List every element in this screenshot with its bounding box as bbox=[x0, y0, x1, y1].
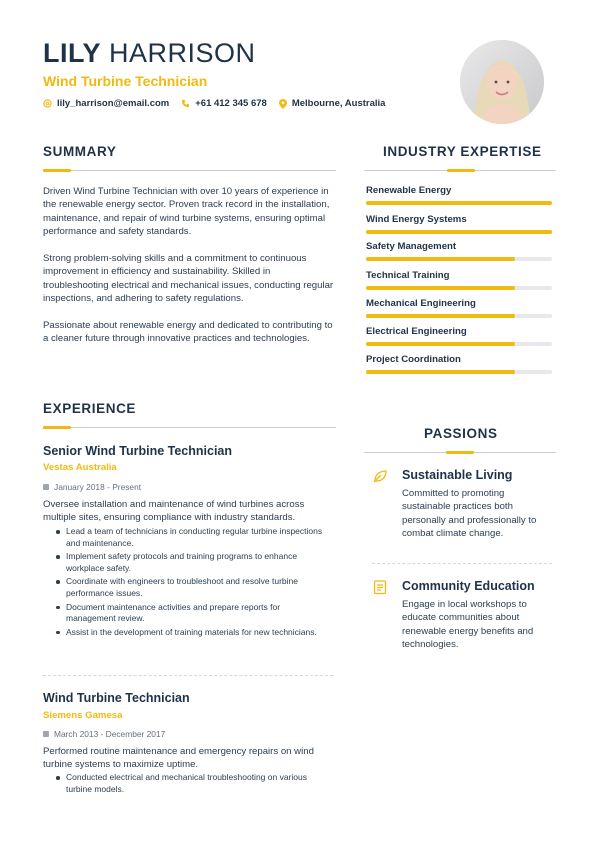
skill-label: Electrical Engineering bbox=[366, 326, 467, 337]
email-text: lily_harrison@email.com bbox=[57, 98, 170, 109]
map-pin-icon bbox=[279, 99, 287, 109]
job-dates bbox=[43, 729, 165, 739]
skill-bar-fill bbox=[366, 314, 515, 318]
passions-accent-bar bbox=[446, 451, 474, 454]
experience-divider bbox=[43, 427, 336, 428]
job-separator bbox=[43, 675, 333, 676]
job-bullet-list bbox=[56, 526, 326, 640]
summary-paragraph-2: Strong problem-solving skills and a commitment to continuous improvement in efficiency and sustainability. Skilled in troubleshooting electrical and mechanical issues, conducting regular inspections, and adhering to safety regulations. bbox=[43, 253, 334, 305]
expertise-heading: INDUSTRY EXPERTISE bbox=[383, 144, 542, 159]
job-bullet: Implement safety protocols and training programs to enhance workplace safety. bbox=[56, 551, 326, 574]
job-description: Oversee installation and maintenance of wind turbines across multiple sites, ensuring compliance with industry standards. bbox=[43, 499, 305, 524]
skill-bar bbox=[366, 370, 552, 374]
skill-item bbox=[366, 326, 552, 346]
job-bullet: Conducted electrical and mechanical troubleshooting on various turbine models. bbox=[56, 772, 326, 795]
first-name: LILY bbox=[43, 38, 102, 68]
skill-label: Wind Energy Systems bbox=[366, 214, 467, 225]
location-contact bbox=[279, 98, 386, 109]
job-bullet: Document maintenance activities and prepare reports for management review. bbox=[56, 602, 326, 625]
skill-bar-fill bbox=[366, 342, 515, 346]
skill-bar bbox=[366, 230, 552, 234]
skill-label: Technical Training bbox=[366, 270, 450, 281]
job-dates-text: March 2013 - December 2017 bbox=[54, 729, 166, 739]
notebook-icon bbox=[372, 579, 388, 595]
summary-accent-bar bbox=[43, 169, 71, 172]
at-icon bbox=[43, 99, 52, 108]
job-dates-text: January 2018 - Present bbox=[54, 482, 142, 492]
job-description: Performed routine maintenance and emergency repairs on wind turbine systems to maximize uptime. bbox=[43, 746, 314, 771]
passions-heading: PASSIONS bbox=[424, 426, 498, 441]
skill-item bbox=[366, 185, 552, 205]
calendar-icon bbox=[43, 484, 49, 490]
job-position: Wind Turbine Technician bbox=[43, 691, 190, 705]
summary-paragraph-1: Driven Wind Turbine Technician with over 10 years of experience in the renewable energy sector. Proven track record in the installation, maintenance, and repair of wind turbine systems, ensuring optimal performance and safety standards. bbox=[43, 186, 330, 238]
leaf-icon bbox=[372, 468, 388, 484]
contact-row bbox=[43, 98, 443, 109]
skill-bar-fill bbox=[366, 370, 515, 374]
skill-label: Project Coordination bbox=[366, 354, 461, 365]
skill-bar-fill bbox=[366, 201, 552, 205]
skill-item bbox=[366, 214, 552, 234]
skill-label: Mechanical Engineering bbox=[366, 298, 476, 309]
passion-item bbox=[372, 579, 552, 659]
job-dates bbox=[43, 482, 141, 492]
location-text: Melbourne, Australia bbox=[291, 98, 386, 109]
avatar bbox=[460, 40, 544, 124]
skill-item bbox=[366, 241, 552, 261]
full-name bbox=[43, 38, 443, 68]
phone-icon bbox=[181, 99, 190, 108]
resume-header bbox=[43, 38, 443, 109]
summary-paragraph-3: Passionate about renewable energy and dedicated to contributing to a cleaner future through innovative practices and technologies. bbox=[43, 320, 333, 345]
passion-item bbox=[372, 468, 552, 548]
profile-photo bbox=[460, 40, 544, 124]
job-bullet: Lead a team of technicians in conducting regular turbine inspections and maintenance. bbox=[56, 526, 326, 549]
skill-bar bbox=[366, 257, 552, 261]
passion-description: Committed to promoting sustainable practices both personally and professionally to combat climate change. bbox=[402, 488, 537, 540]
expertise-accent-bar bbox=[447, 169, 475, 172]
passion-title: Sustainable Living bbox=[402, 468, 513, 482]
skill-label: Renewable Energy bbox=[366, 185, 452, 196]
passion-separator bbox=[372, 563, 552, 564]
phone-text: +61 412 345 678 bbox=[195, 98, 267, 109]
skill-item bbox=[366, 270, 552, 290]
skill-item bbox=[366, 354, 552, 374]
job-title: Wind Turbine Technician bbox=[43, 73, 208, 89]
job-bullet-list bbox=[56, 772, 326, 797]
passion-description: Engage in local workshops to educate communities about renewable energy benefits and technologies. bbox=[402, 599, 534, 651]
last-name: HARRISON bbox=[109, 38, 256, 68]
summary-divider bbox=[43, 170, 336, 171]
skill-bar-fill bbox=[366, 257, 515, 261]
skill-bar bbox=[366, 286, 552, 290]
job-position: Senior Wind Turbine Technician bbox=[43, 444, 233, 458]
experience-accent-bar bbox=[43, 426, 71, 429]
job-company: Vestas Australia bbox=[43, 462, 117, 473]
skill-label: Safety Management bbox=[366, 241, 457, 252]
passion-title: Community Education bbox=[402, 579, 535, 593]
phone-contact[interactable] bbox=[181, 98, 267, 109]
skill-bar-fill bbox=[366, 286, 515, 290]
job-bullet: Assist in the development of training materials for new technicians. bbox=[56, 627, 326, 639]
calendar-icon bbox=[43, 731, 49, 737]
job-company: Siemens Gamesa bbox=[43, 710, 123, 721]
email-contact[interactable] bbox=[43, 98, 169, 109]
skill-bar bbox=[366, 201, 552, 205]
skill-bar bbox=[366, 342, 552, 346]
skill-bar bbox=[366, 314, 552, 318]
experience-heading: EXPERIENCE bbox=[43, 401, 137, 416]
skill-bar-fill bbox=[366, 230, 552, 234]
skill-item bbox=[366, 298, 552, 318]
summary-heading: SUMMARY bbox=[43, 144, 117, 159]
job-bullet: Coordinate with engineers to troubleshoot and resolve turbine performance issues. bbox=[56, 576, 326, 599]
